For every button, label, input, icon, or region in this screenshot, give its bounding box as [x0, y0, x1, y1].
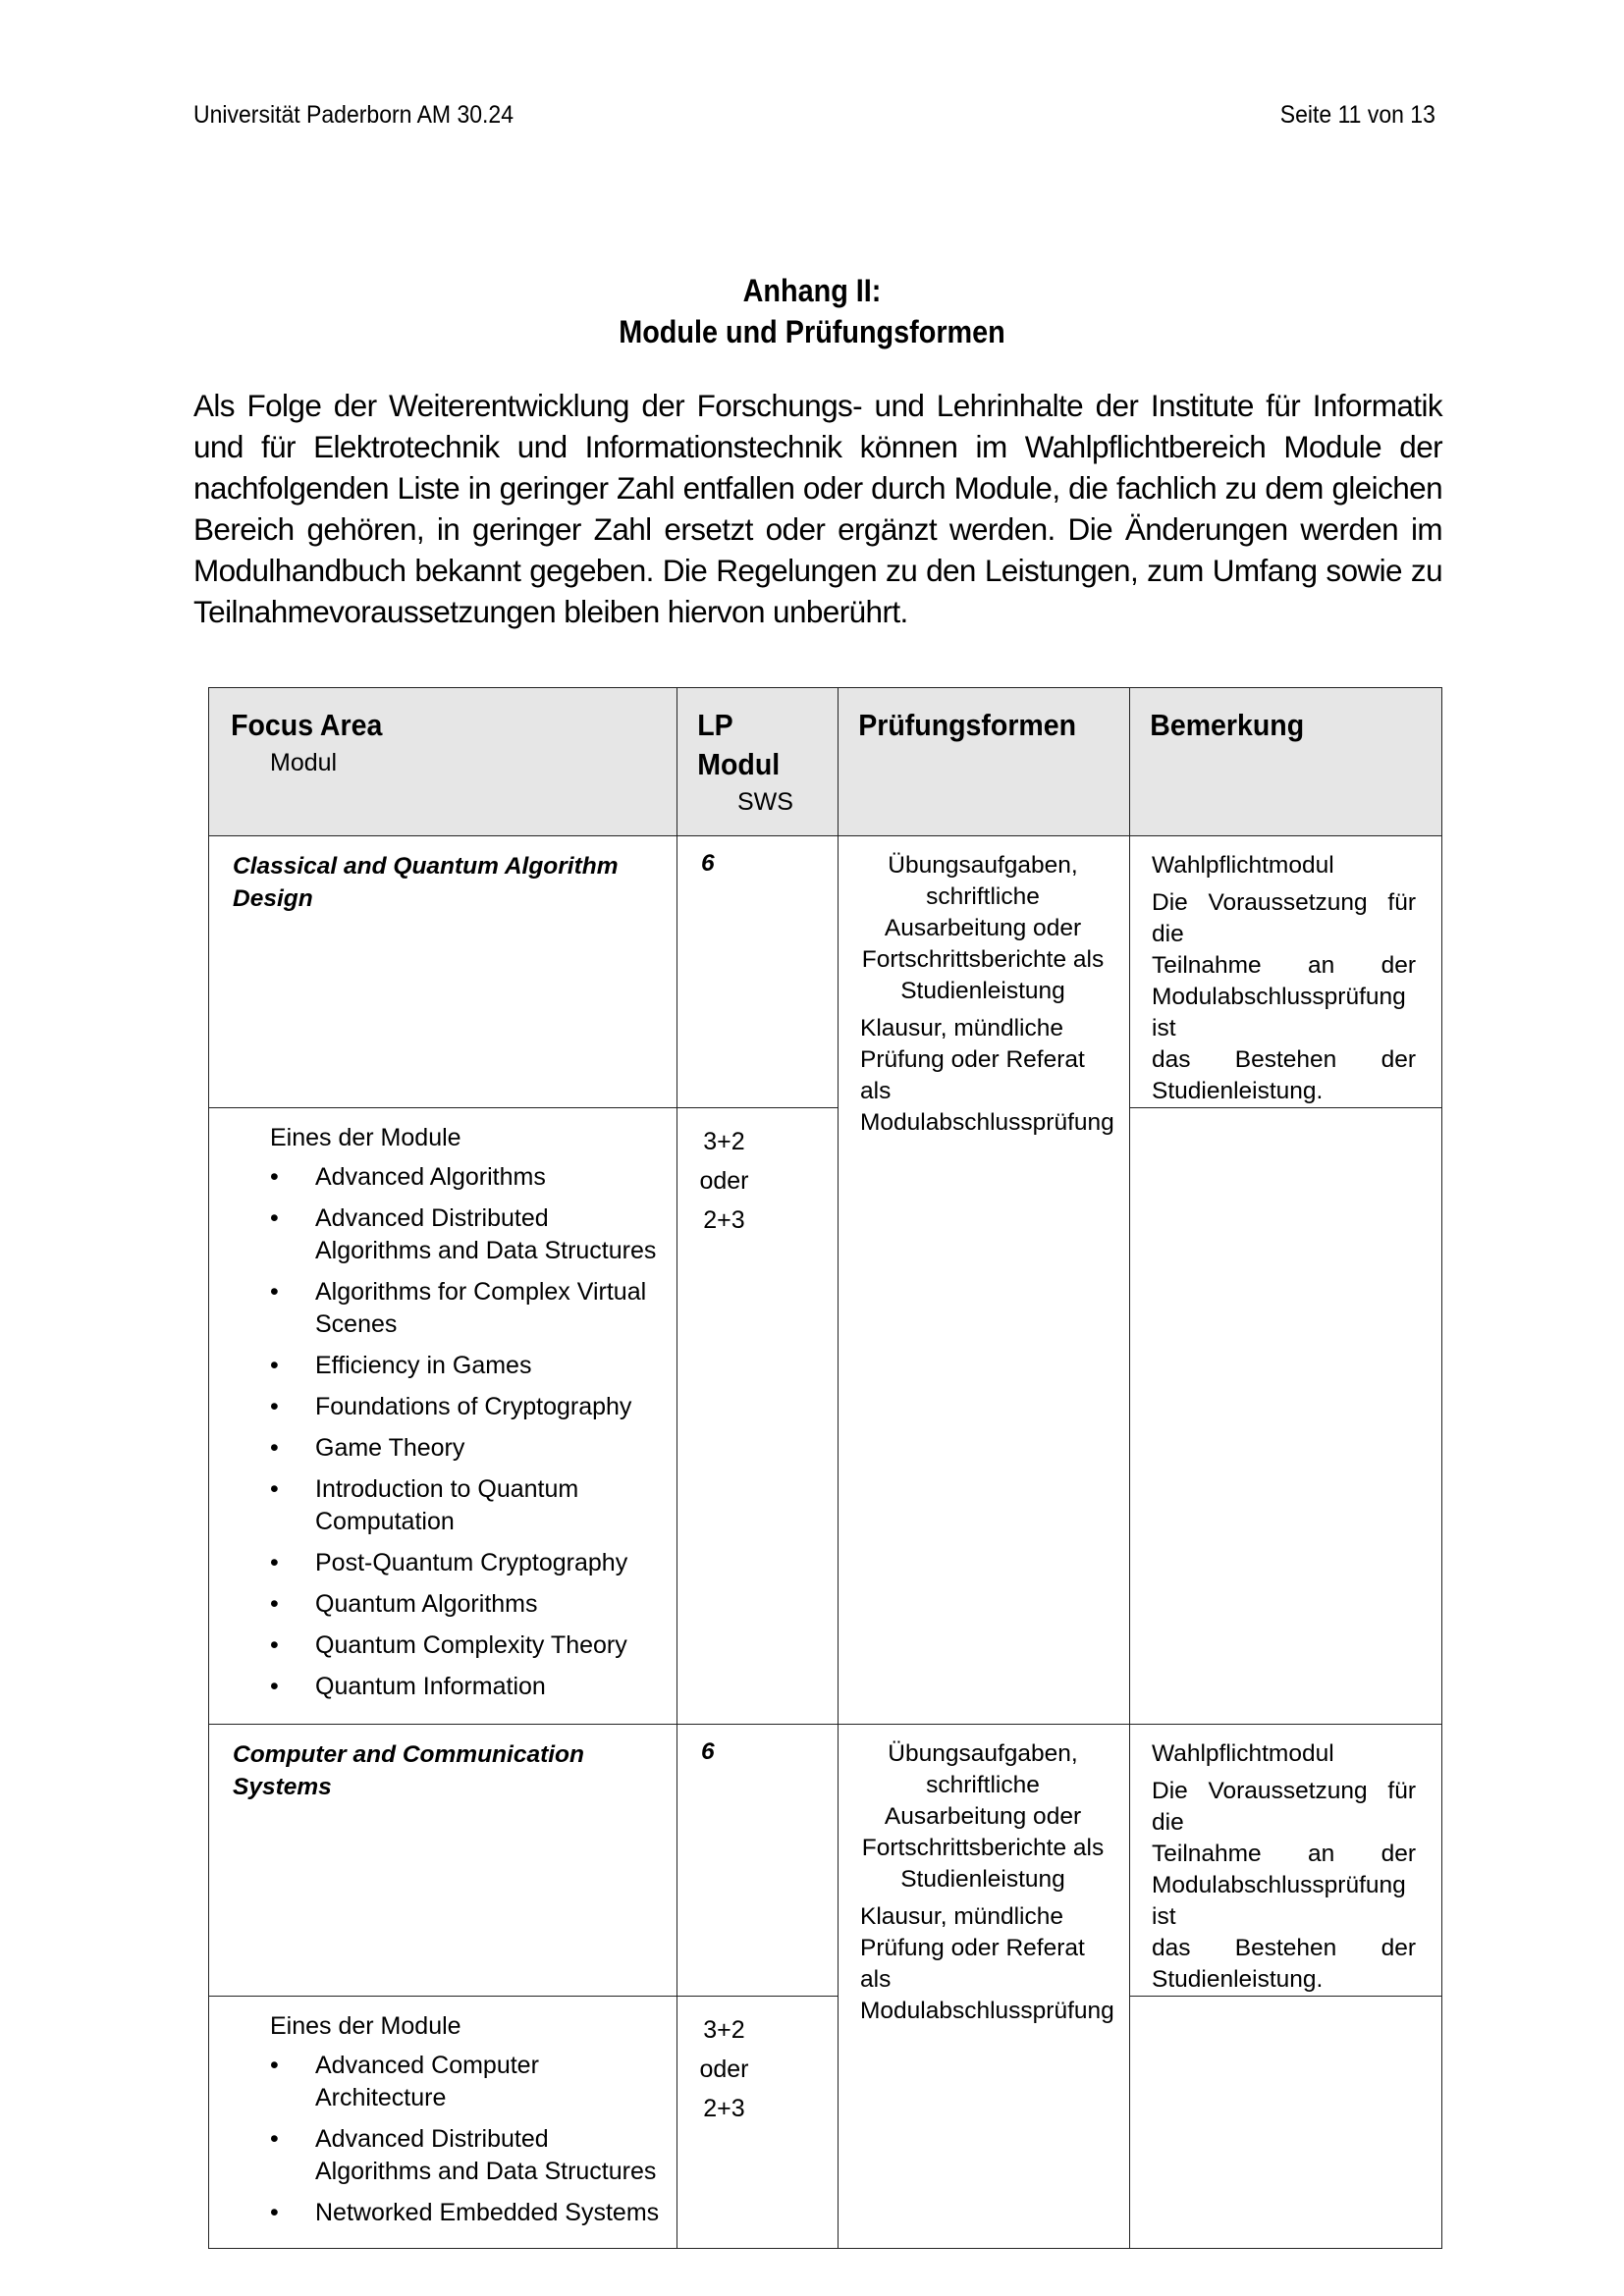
pf-study-line: Ausarbeitung oder [884, 1803, 1082, 1830]
header-lp-label: LP [697, 708, 733, 742]
pruefungsformen-cell [839, 1725, 1130, 2249]
pf-study-line: Fortschrittsberichte als [861, 1835, 1105, 1861]
table-row [209, 836, 1442, 1108]
sws-value: 3+2 [703, 2016, 745, 2044]
module-name: Advanced Distributed Algorithms and Data Structures [315, 1204, 657, 1264]
header-bemerkung [1130, 688, 1442, 836]
lp-value: 6 [701, 1738, 715, 1765]
module-name: Advanced Algorithms [315, 1163, 546, 1191]
table-header-row [209, 688, 1442, 836]
table-row [209, 1997, 1442, 2249]
module-name: Quantum Complexity Theory [315, 1631, 627, 1659]
pf-study-line: Studienleistung [900, 1866, 1065, 1893]
module-name: Efficiency in Games [315, 1352, 532, 1379]
bem-last: Studienleistung. [1152, 1966, 1324, 1993]
list-item: • Advanced Computer Architecture [270, 2052, 539, 2111]
intro-paragraph: Als Folge der Weiterentwicklung der Forschungs- und Lehrinhalte der Institute für Informatik und für Elektrotechnik und Informationstechnik können im Wahlpflichtbereich Module der nachfolgenden Liste in geringer Zahl entfallen oder durch Module, die fachlich zu dem gleichen Bereich gehören, in geringer Zahl ersetzt oder ergänzt werden. Die Änderungen werden im Modulhandbuch bekannt gegeben. Die Regelungen zu den Leistungen, zum Umfang sowie zu Teilnahmevoraussetzungen bleiben hiervon unberührt. [193, 388, 1442, 629]
module-name: Game Theory [315, 1434, 465, 1462]
module-name: Post-Quantum Cryptography [315, 1549, 628, 1576]
bemerkung-empty-cell [1130, 1108, 1442, 1725]
list-item: • Quantum Complexity Theory [270, 1631, 627, 1659]
module-name: Quantum Algorithms [315, 1590, 538, 1618]
bem-line: das Bestehen der [1152, 1046, 1416, 1073]
header-bemerkung-label: Bemerkung [1150, 708, 1305, 742]
module-name: Quantum Information [315, 1673, 546, 1700]
list-item: • Efficiency in Games [270, 1352, 532, 1379]
pf-exam-line: Modulabschlussprüfung [860, 1109, 1114, 1136]
module-list-intro: Eines der Module [270, 1124, 461, 1151]
bem-title: Wahlpflichtmodul [1152, 852, 1334, 879]
module-name: Foundations of Cryptography [315, 1393, 632, 1420]
table-row [209, 1108, 1442, 1725]
bemerkung-cell [1130, 836, 1442, 1108]
bem-line: Teilnahme an der [1152, 952, 1416, 979]
bem-line: Teilnahme an der [1152, 1841, 1416, 1867]
module-list-cell [209, 1108, 677, 1725]
list-item: • Quantum Information [270, 1673, 546, 1700]
list-item: • Game Theory [270, 1434, 465, 1462]
list-item: • Networked Embedded Systems [270, 2199, 660, 2226]
pf-study-line: Fortschrittsberichte als [861, 946, 1105, 973]
list-item: • Post-Quantum Cryptography [270, 1549, 628, 1576]
list-item: • Advanced Distributed Algorithms and Data Structures [270, 1204, 657, 1264]
module-name: Advanced Distributed Algorithms and Data Structures [315, 2125, 657, 2185]
table-row [209, 1725, 1442, 1997]
list-item: • Foundations of Cryptography [270, 1393, 632, 1420]
bem-line: das Bestehen der [1152, 1935, 1416, 1961]
pf-study-line: Übungsaufgaben, [888, 852, 1078, 879]
annex-subtitle: Module und Prüfungsformen [619, 314, 1005, 349]
focus-area-name: Computer and Communication Systems [233, 1741, 584, 1800]
bem-line: Die Voraussetzung für die [1152, 889, 1416, 947]
pf-study-line: schriftliche [926, 1772, 1040, 1798]
lp-cell [677, 836, 839, 1108]
header-pruefungsformen-label: Prüfungsformen [858, 708, 1077, 742]
header-left: Universität Paderborn AM 30.24 [193, 101, 514, 129]
list-item: • Advanced Algorithms [270, 1163, 546, 1191]
module-list [233, 1161, 665, 1703]
bem-line: Modulabschlussprüfung ist [1152, 1872, 1406, 1930]
bem-last: Studienleistung. [1152, 1078, 1324, 1104]
pf-exam-line: Klausur, mündliche [860, 1015, 1064, 1041]
bem-line: Modulabschlussprüfung ist [1152, 984, 1406, 1041]
sws-value: 3+2 [703, 1128, 745, 1155]
pruefungsformen-cell [839, 836, 1130, 1725]
module-name: Introduction to Quantum Computation [315, 1475, 579, 1535]
lp-value: 6 [701, 850, 715, 877]
module-name: Advanced Computer Architecture [315, 2052, 539, 2111]
list-item: • Quantum Algorithms [270, 1590, 538, 1618]
bemerkung-cell [1130, 1725, 1442, 1997]
bemerkung-empty-cell [1130, 1997, 1442, 2249]
pf-exam-line: Prüfung oder Referat als [860, 1046, 1085, 1104]
header-page-number: Seite 11 von 13 [1279, 101, 1435, 129]
list-item: • Advanced Distributed Algorithms and Data Structures [270, 2125, 657, 2185]
list-item: • Introduction to Quantum Computation [270, 1475, 579, 1535]
pf-exam-line: Prüfung oder Referat als [860, 1935, 1085, 1993]
sws-or: oder [699, 1167, 749, 1195]
pf-study-line: schriftliche [926, 883, 1040, 910]
sws-or: oder [699, 2056, 749, 2083]
header-lp [677, 688, 839, 836]
sws-cell [677, 1997, 839, 2249]
focus-area-cell [209, 1725, 677, 1997]
header-pruefungsformen [839, 688, 1130, 836]
pf-study-line: Übungsaufgaben, [888, 1740, 1078, 1767]
pf-exam-line: Modulabschlussprüfung [860, 1998, 1114, 2024]
module-name: Algorithms for Complex Virtual Scenes [315, 1278, 647, 1338]
header-focus-area [209, 688, 677, 836]
annex-title: Anhang II: [742, 273, 882, 308]
module-table [208, 687, 1442, 2249]
bem-line: Die Voraussetzung für die [1152, 1778, 1416, 1836]
module-name: Networked Embedded Systems [315, 2199, 660, 2226]
sws-value: 2+3 [703, 2095, 745, 2122]
pf-study-line: Ausarbeitung oder [884, 915, 1082, 941]
sws-cell [677, 1108, 839, 1725]
header-modul-label: Modul [270, 749, 338, 776]
sws-value: 2+3 [703, 1206, 745, 1234]
bem-title: Wahlpflichtmodul [1152, 1740, 1334, 1767]
module-list [233, 2050, 665, 2229]
module-list-intro: Eines der Module [270, 2012, 461, 2040]
pf-study-line: Studienleistung [900, 978, 1065, 1004]
list-item: • Algorithms for Complex Virtual Scenes [270, 1278, 647, 1338]
header-focus-area-label: Focus Area [231, 708, 383, 742]
header-lp-modul-label: Modul [697, 747, 781, 781]
lp-cell [677, 1725, 839, 1997]
pf-exam-line: Klausur, mündliche [860, 1903, 1064, 1930]
focus-area-name: Classical and Quantum Algorithm Design [233, 853, 619, 912]
focus-area-cell [209, 836, 677, 1108]
module-list-cell [209, 1997, 677, 2249]
header-sws-label: SWS [737, 788, 793, 816]
